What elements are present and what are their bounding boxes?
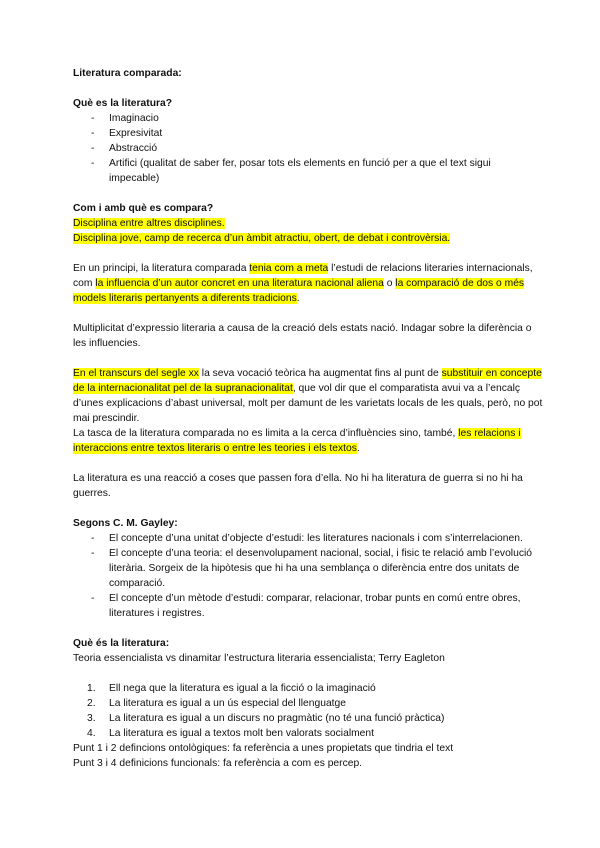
list-item: - El concepte d’un mètode d’estudi: comparar, relacionar, trobar punts en comú entre obres, literatures i registres.	[73, 591, 543, 621]
paragraph-segle-xx	[73, 366, 543, 426]
text-run: .	[296, 293, 300, 304]
list-item: - Abstracció	[73, 141, 543, 156]
highlighted-text: tenia com a meta	[249, 263, 329, 274]
list-item	[73, 726, 543, 741]
highlighted-text: la influencia d’un autor concret en una literatura nacional aliena	[95, 278, 384, 289]
list-text: La literatura es igual a un discurs no pragmàtic (no té una funció pràctica)	[109, 713, 445, 724]
section-heading-que-es-literatura-2: Què és la literatura:	[73, 638, 170, 649]
list-item	[73, 711, 543, 726]
section-heading-gayley: Segons C. M. Gayley:	[73, 518, 178, 529]
highlighted-text: Disciplina jove, camp de recerca d’un àmbit atractiu, obert, de debat i controvèrsia.	[73, 233, 451, 244]
features-list	[73, 111, 543, 186]
list-text: La literatura es igual a un ús especial del llenguatge	[109, 698, 346, 709]
list-item: - El concepte d’una teoria: el desenvolupament nacional, social, i fisic te relació amb l’evolució literària. Sorgeix de la hipòtesis que hi ha una semblança o diferència entre dos unitats de comparació.	[73, 546, 543, 591]
highlighted-text: la comparació de dos o més models literaris pertanyents a diferents tradicions	[73, 278, 525, 304]
list-number: 3.	[87, 713, 96, 724]
paragraph-principi	[73, 261, 543, 306]
text-run: .	[356, 443, 360, 454]
highlight-line	[73, 231, 543, 246]
note-funcionals: Punt 3 i 4 definicions funcionals: fa referència a com es percep.	[73, 758, 363, 769]
paragraph-reaccio: La literatura es una reacció a coses que passen fora d’ella. No hi ha literatura de guerra si no hi ha guerres.	[73, 473, 523, 499]
list-item: - Imaginacio	[73, 111, 543, 126]
paragraph-tasca	[73, 426, 543, 456]
text-run: o	[383, 278, 396, 289]
eagleton-subtitle: Teoria essencialista vs dinamitar l’estructura literaria essencialista; Terry Eagleton	[73, 653, 445, 664]
list-item: - Artifici (qualitat de saber fer, posar tots els elements en funció per a que el text sigui impecable)	[73, 156, 543, 186]
text-run: En un principi, la literatura comparada	[73, 263, 250, 274]
text-run: la seva vocació teòrica ha augmentat fins al punt de	[198, 368, 442, 379]
list-text: La literatura es igual a textos molt ben valorats socialment	[109, 728, 374, 739]
list-item	[73, 696, 543, 711]
document-title: Literatura comparada:	[73, 68, 182, 79]
list-text: Ell nega que la literatura es igual a la ficció o la imaginació	[109, 683, 376, 694]
list-number: 1.	[87, 683, 96, 694]
list-number: 4.	[87, 728, 96, 739]
gayley-list	[73, 531, 543, 621]
list-item: - Expresivitat	[73, 126, 543, 141]
note-ontologiques: Punt 1 i 2 defincions ontològiques: fa referència a unes propietats que tindria el text	[73, 743, 454, 754]
document-page	[73, 66, 543, 771]
list-number: 2.	[87, 698, 96, 709]
list-item: - El concepte d’una unitat d’objecte d’estudi: les literatures nacionals i com s’interrelacionen.	[73, 531, 543, 546]
highlighted-text: Disciplina entre altres disciplines.	[73, 218, 225, 229]
list-item	[73, 681, 543, 696]
text-run: La tasca de la literatura comparada no es limita a la cerca d’influències sino, també,	[73, 428, 459, 439]
section-heading-que-es-literatura: Què es la literatura?	[73, 98, 173, 109]
highlighted-text: substituir en concepte de la internacionalitat pel de la supranacionalitat	[73, 368, 542, 394]
paragraph-multiplicitat: Multiplicitat d’expressio literaria a causa de la creació dels estats nació. Indagar sobre la diferència o les influencies.	[73, 323, 532, 349]
text-run: , que vol dir que el comparatista avui va a l’encalç d’unes explicacions d’abast universal, molt per damunt de les varietats locals de les quals, però, no pot mai prescindir.	[73, 383, 543, 424]
definitions-list	[73, 681, 543, 741]
highlighted-text: les relacions i interaccions entre textos literaris o entre les teories i els textos	[73, 428, 521, 454]
section-heading-com-es-compara: Com i amb què es compara?	[73, 203, 214, 214]
highlight-line	[73, 216, 543, 231]
highlighted-text: En el transcurs del segle xx	[73, 368, 199, 379]
text-run: l’estudi de relacions literaries internacionals, com	[73, 263, 533, 289]
